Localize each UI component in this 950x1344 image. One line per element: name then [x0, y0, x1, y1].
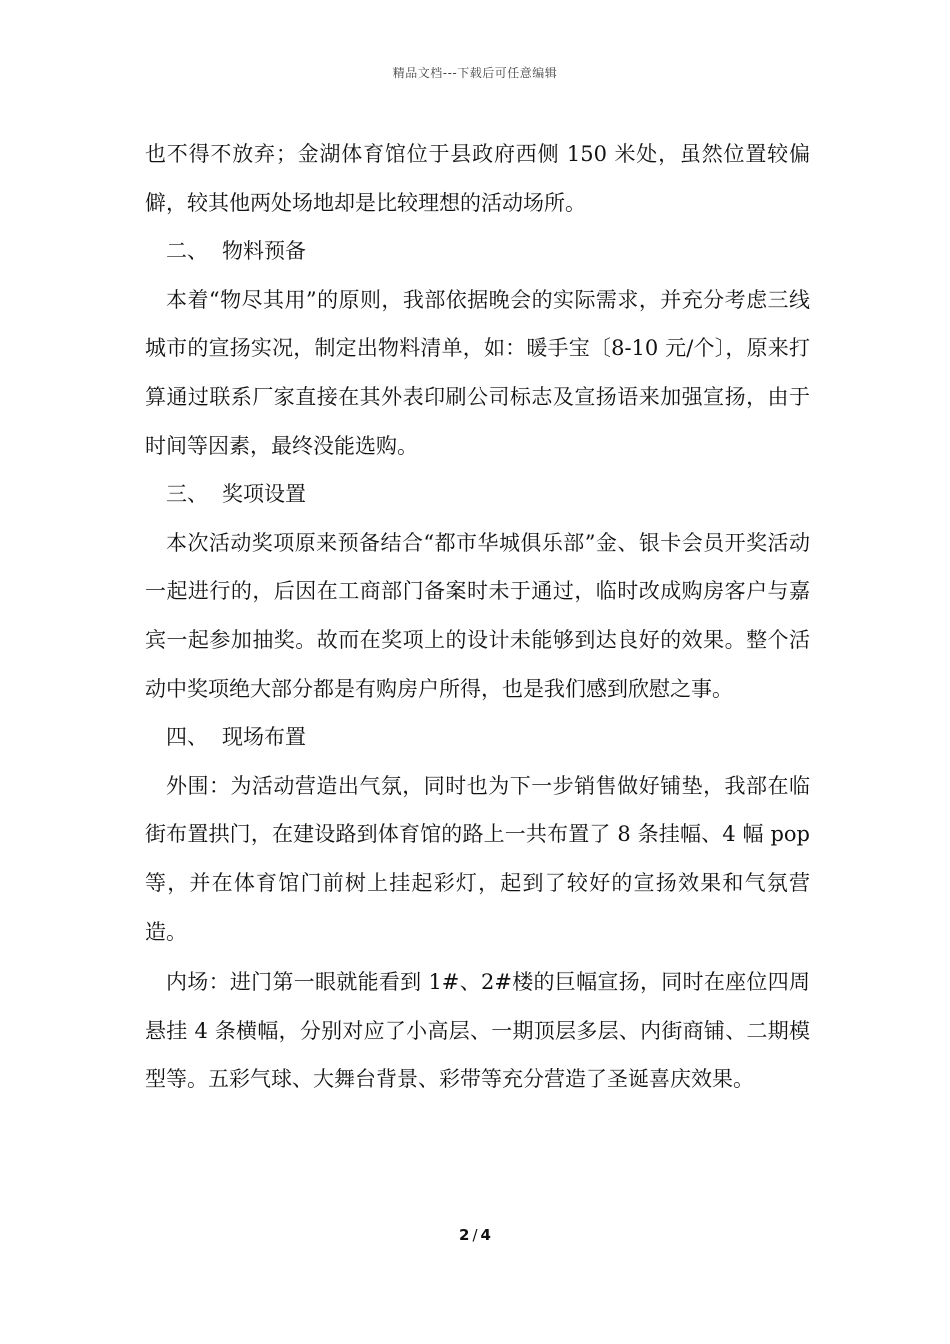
section-title: 奖项设置	[222, 482, 306, 507]
paragraph-awards: 本次活动奖项原来预备结合“都市华城俱乐部”金、银卡会员开奖活动一起进行的，后因在工商部门备案时未于通过，临时改成购房客户与嘉宾一起参加抽奖。故而在奖项上的设计未能够到达良好的效果。整个活动中奖项绝大部分都是有购房户所得，也是我们感到欣慰之事。	[145, 530, 810, 701]
total-pages: 4	[480, 1226, 491, 1244]
section-heading-materials	[145, 227, 810, 276]
document-body	[145, 130, 810, 1104]
page-number	[0, 1226, 950, 1244]
section-title: 现场布置	[222, 725, 306, 750]
paragraph-indoor: 内场：进门第一眼就能看到 1#、2#楼的巨幅宣扬，同时在座位四周悬挂 4 条横幅，分别对应了小高层、一期顶层多层、内街商铺、二期模型等。五彩气球、大舞台背景、彩带等充分营造了圣诞喜庆效果。	[145, 970, 810, 1092]
paragraph-materials: 本着“物尽其用”的原则，我部依据晚会的实际需求，并充分考虑三线城市的宣扬实况，制定出物料清单，如：暖手宝〔8-10 元/个〕，原来打算通过联系厂家直接在其外表印刷公司标志及宣扬语来加强宣扬，由于时间等因素，最终没能选购。	[145, 287, 810, 458]
current-page: 2	[459, 1226, 470, 1244]
page-separator: /	[472, 1226, 478, 1244]
paragraph-venue: 也不得不放弃；金湖体育馆位于县政府西侧 150 米处，虽然位置较偏僻，较其他两处场地却是比较理想的活动场所。	[145, 142, 810, 215]
section-number: 三、	[166, 482, 208, 507]
section-heading-layout	[145, 713, 810, 762]
section-heading-awards	[145, 470, 810, 519]
paragraph-outdoor: 外围：为活动营造出气氛，同时也为下一步销售做好铺垫，我部在临街布置拱门，在建设路到体育馆的路上一共布置了 8 条挂幅、4 幅 pop 等，并在体育馆门前树上挂起彩灯，起到了较好的宣扬效果和气氛营造。	[145, 773, 810, 944]
section-title: 物料预备	[222, 239, 306, 264]
section-number: 二、	[166, 239, 208, 264]
section-number: 四、	[166, 725, 208, 750]
page-header: 精品文档---下载后可任意编辑	[392, 66, 558, 80]
